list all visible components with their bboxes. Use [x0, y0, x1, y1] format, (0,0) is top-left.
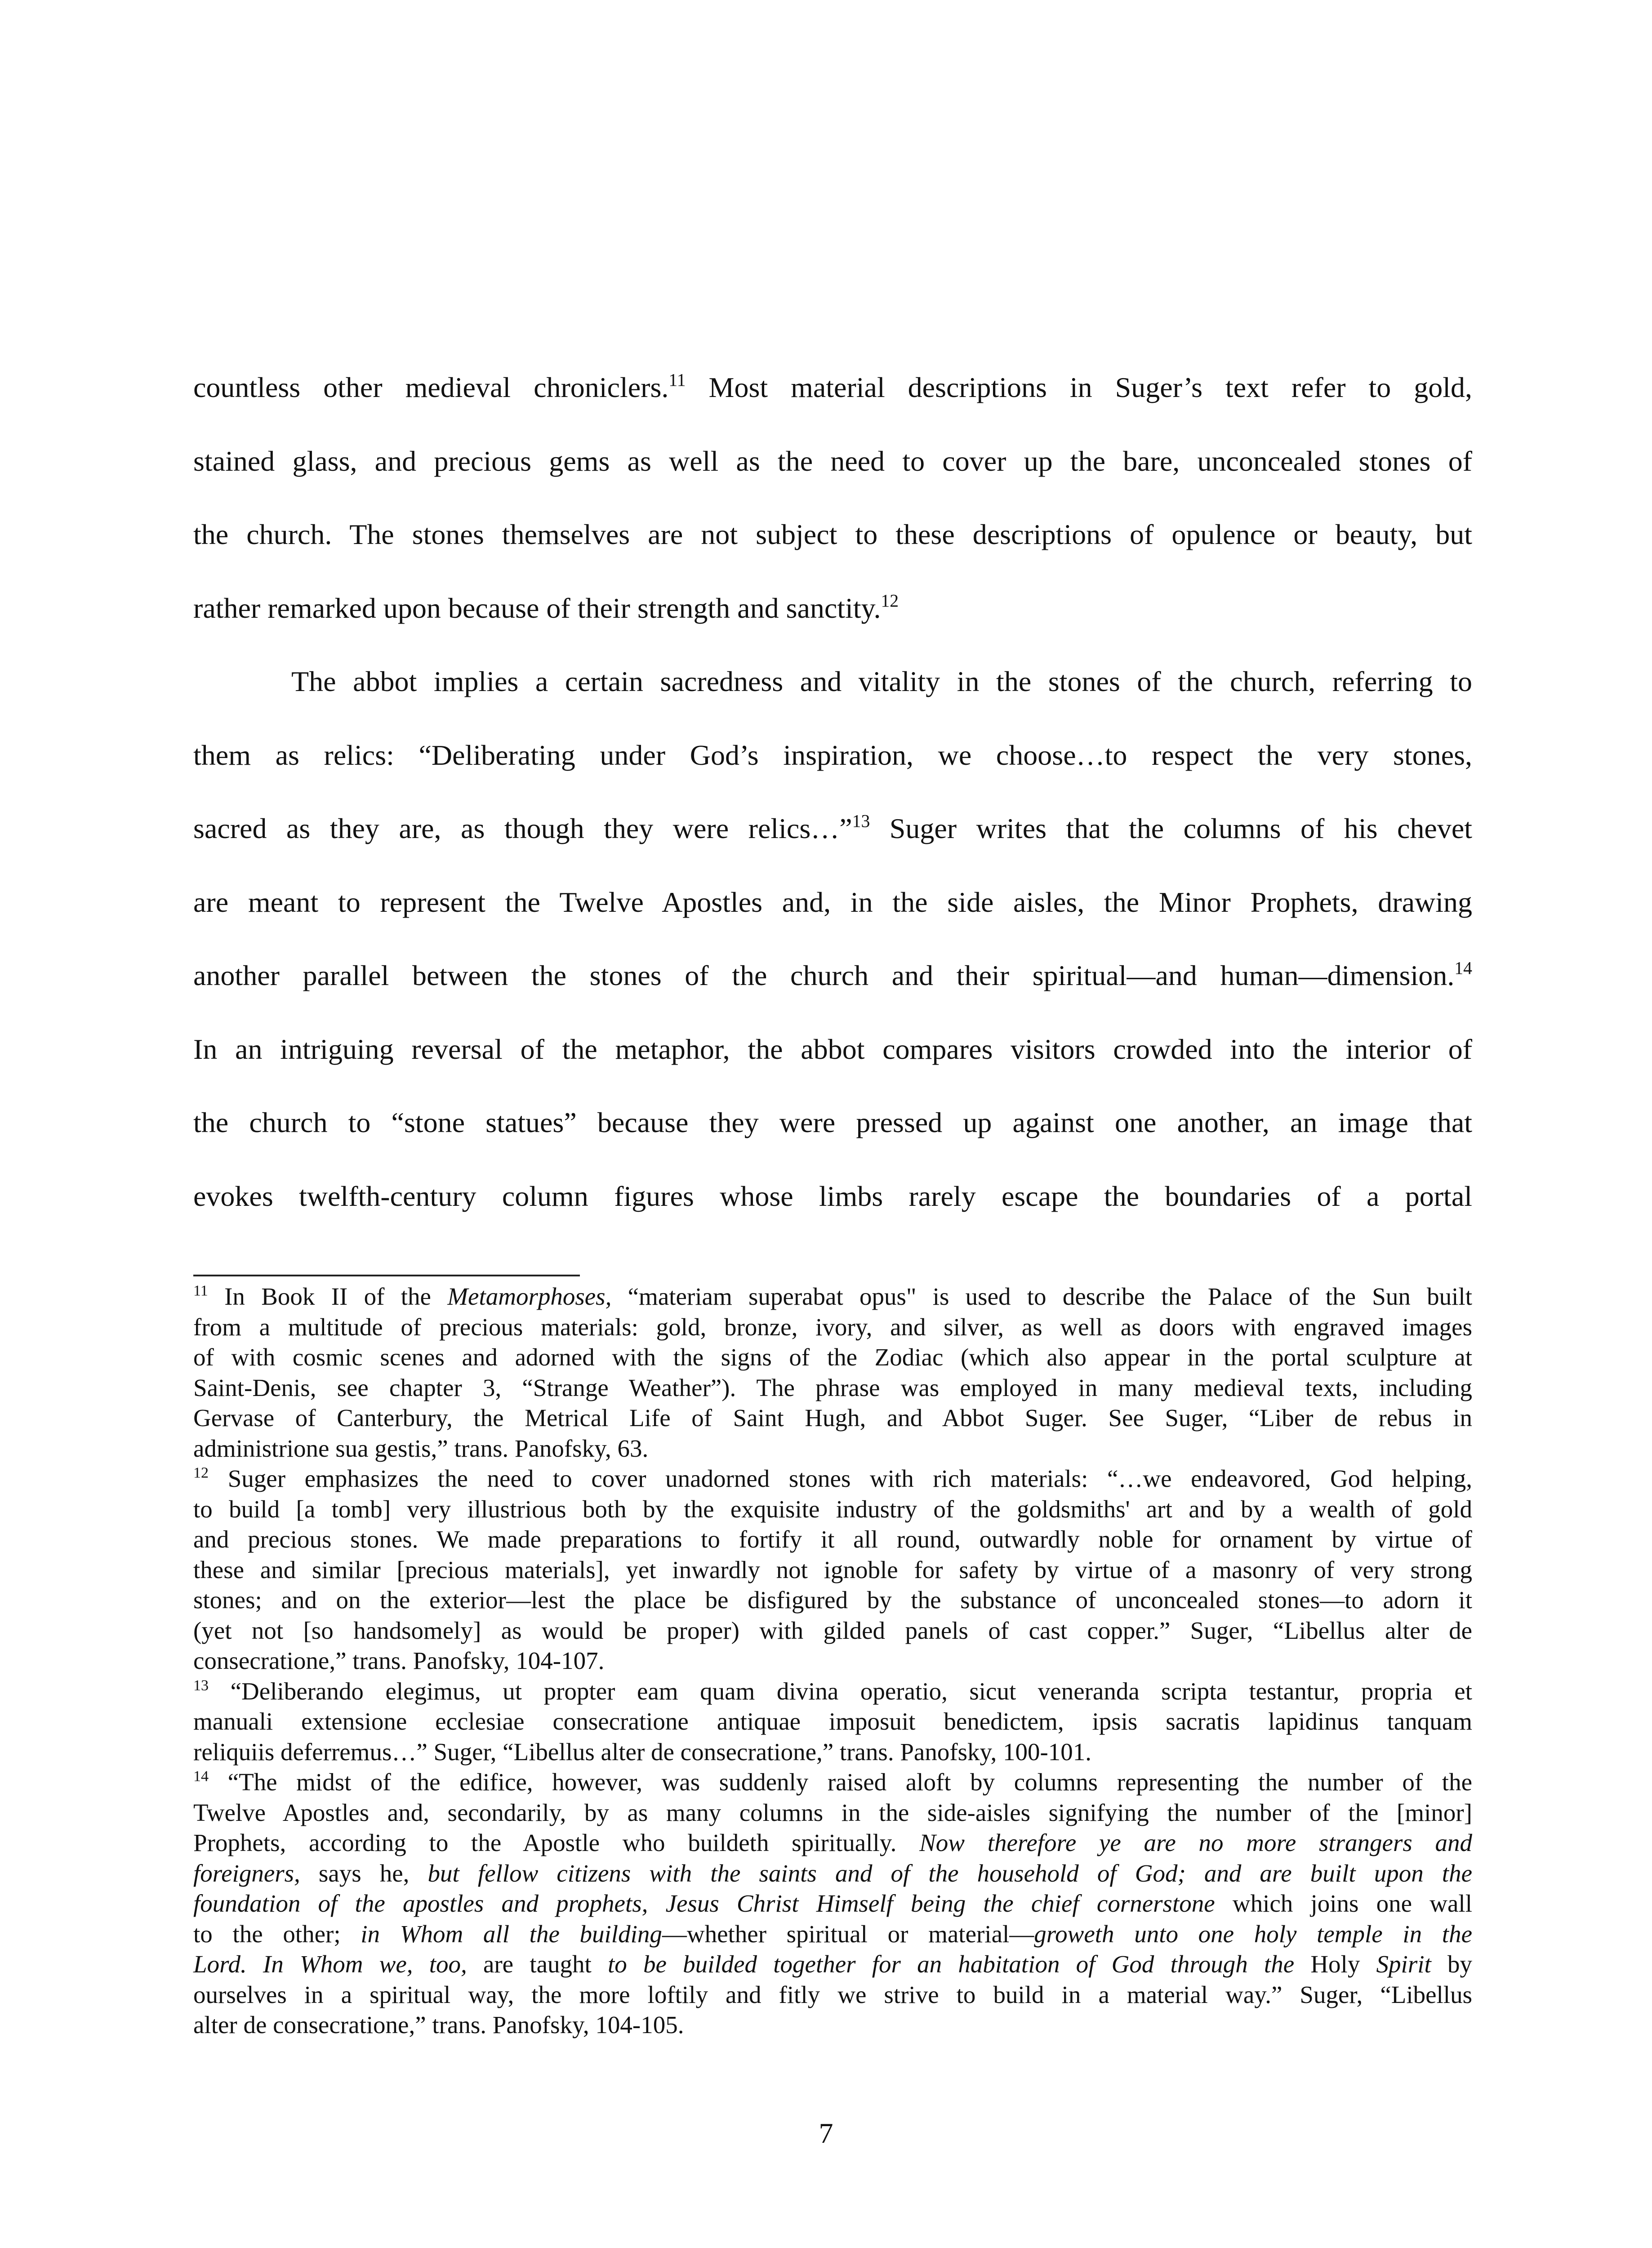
footnote-line: (yet not [so handsomely] as would be proper) with gilded panels of cast copper.” Suger, “Libellus alter de	[193, 1616, 1472, 1644]
body-line: stained glass, and precious gems as well as the need to cover up the bare, unconcealed stones of	[193, 445, 1472, 477]
footnote-line: and precious stones. We made preparations to fortify it all round, outwardly noble for ornament by virtue of	[193, 1525, 1472, 1553]
footnote-13: $^{13}$ “Deliberando elegimus, ut propter eam quam divina operatio, sicut veneranda scripta testantur, propria et	[193, 1677, 1472, 1705]
footnote-line: to build [a tomb] very illustrious both by the exquisite industry of the goldsmiths' art and by a wealth of gold	[193, 1495, 1472, 1523]
footnote-line: consecratione,” trans. Panofsky, 104-107.	[193, 1647, 605, 1674]
footnote-line: foreigners, says he, but fellow citizens with the saints and of the household of God; and are built upon the	[193, 1859, 1472, 1887]
footnote-line: stones; and on the exterior—lest the place be disfigured by the substance of unconcealed stones—to adorn it	[193, 1586, 1472, 1614]
footnote-line: Gervase of Canterbury, the Metrical Life of Saint Hugh, and Abbot Suger. See Suger, “Liber de rebus in	[193, 1404, 1472, 1432]
footnote-ref: 11	[668, 370, 686, 390]
body-text	[193, 351, 1472, 1233]
body-line: the church to “stone statues” because they were pressed up against one another, an image that	[193, 1106, 1472, 1138]
footnote-line: Saint-Denis, see chapter 3, “Strange Weather”). The phrase was employed in many medieval texts, including	[193, 1374, 1472, 1401]
body-line: the church. The stones themselves are not subject to these descriptions of opulence or beauty, but	[193, 518, 1472, 550]
footnote-separator	[193, 1275, 580, 1276]
body-line: another parallel between the stones of the church and their spiritual—and human—dimension.$^{14}$	[193, 958, 1472, 991]
body-line: sacred as they are, as though they were relics…”$^{13}$ Suger writes that the columns of his chevet	[193, 811, 1473, 844]
body-line: are meant to represent the Twelve Apostles and, in the side aisles, the Minor Prophets, drawing	[193, 886, 1472, 918]
body-line: them as relics: “Deliberating under God’s inspiration, we choose…to respect the very stones,	[193, 739, 1472, 771]
footnote-line: Lord. In Whom we, too, are taught to be builded together for an habitation of God through the Holy Spirit by	[193, 1950, 1473, 1978]
page-number: 7	[819, 2117, 833, 2149]
footnote-line: reliquiis deferremus…” Suger, “Libellus alter de consecratione,” trans. Panofsky, 100-101.	[193, 1738, 1092, 1766]
footnote-12: $^{12}$ Suger emphasizes the need to cover unadorned stones with rich materials: “…we endeavored, God helping,	[193, 1464, 1472, 1492]
body-line: countless other medieval chroniclers.$^{11}$ Most material descriptions in Suger’s text refer to gold,	[193, 370, 1473, 403]
footnote-line: manuali extensione ecclesiae consecratione antiquae imposuit benedictem, ipsis sacratis lapidinus tanquam	[193, 1708, 1472, 1735]
footnote-line: Prophets, according to the Apostle who buildeth spiritually. Now therefore ye are no more strangers and	[193, 1829, 1472, 1856]
body-line: In an intriguing reversal of the metaphor, the abbot compares visitors crowded into the interior of	[193, 1033, 1472, 1065]
footnote-line: Twelve Apostles and, secondarily, by as many columns in the side-aisles signifying the number of the [minor]	[193, 1798, 1472, 1826]
footnote-ref: 14	[1454, 958, 1472, 978]
footnote-line: foundation of the apostles and prophets, Jesus Christ Himself being the chief cornerstone which joins one wall	[193, 1890, 1472, 1917]
footnote-line: of with cosmic scenes and adorned with the signs of the Zodiac (which also appear in the portal sculpture at	[193, 1343, 1472, 1371]
footnote-line: alter de consecratione,” trans. Panofsky, 104-105.	[193, 2011, 684, 2038]
footnote-ref: 12	[881, 590, 899, 611]
footnote-line: to the other; in Whom all the building—whether spiritual or material—groweth unto one holy temple in the	[193, 1920, 1473, 1948]
body-line: The abbot implies a certain sacredness and vitality in the stones of the church, referring to	[291, 665, 1472, 697]
footnote-11: $^{11}$ In Book II of the Metamorphoses, “materiam superabat opus" is used to describe the Palace of the Sun built	[193, 1282, 1472, 1310]
footnote-ref: 13	[852, 811, 870, 831]
body-line: evokes twelfth-century column figures whose limbs rarely escape the boundaries of a portal	[193, 1180, 1472, 1212]
footnotes	[193, 1281, 1472, 2040]
footnote-line: from a multitude of precious materials: gold, bronze, ivory, and silver, as well as doors with engraved images	[193, 1313, 1472, 1341]
footnote-line: ourselves in a spiritual way, the more loftily and fitly we strive to build in a material way.” Suger, “Libellus	[193, 1980, 1472, 2008]
footnote-line: administrione sua gestis,” trans. Panofsky, 63.	[193, 1434, 649, 1462]
footnote-14: $^{14}$ “The midst of the edifice, however, was suddenly raised aloft by columns representing the number of the	[193, 1768, 1472, 1796]
footnote-line: these and similar [precious materials], yet inwardly not ignoble for safety by virtue of a masonry of very strong	[193, 1556, 1472, 1583]
body-line: rather remarked upon because of their strength and sanctity.$^{12}$	[193, 590, 899, 624]
